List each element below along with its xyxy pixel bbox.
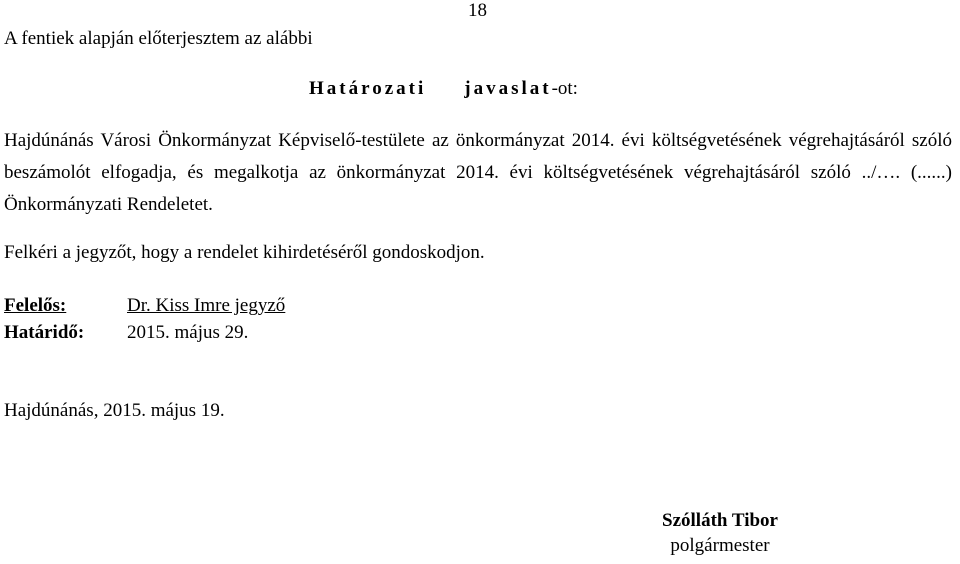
responsible-label: Felelős: xyxy=(4,295,67,316)
intro-text: A fentiek alapján előterjesztem az alábbi xyxy=(4,28,313,49)
resolution-heading xyxy=(309,78,578,100)
responsible-value: Dr. Kiss Imre jegyző xyxy=(127,295,286,316)
heading-word-2: javaslat xyxy=(464,78,552,99)
heading-word-1: Határozati xyxy=(309,78,427,99)
resolution-paragraph: Hajdúnánás Városi Önkormányzat Képviselő-testülete az önkormányzat 2014. évi költségvetésének végrehajtásáról szóló beszámolót elfogadja, és megalkotja az önkormányzat 2014. évi költségvetésének végrehajtásáról szóló ../…. (......) Önkormányzati Rendeletet. xyxy=(4,130,952,215)
heading-suffix: -ot: xyxy=(551,78,578,99)
signature-block xyxy=(640,510,800,557)
page-number: 18 xyxy=(468,0,487,21)
deadline-value: 2015. május 29. xyxy=(127,322,249,343)
place-date: Hajdúnánás, 2015. május 19. xyxy=(4,400,225,421)
instruction-paragraph: Felkéri a jegyzőt, hogy a rendelet kihirdetéséről gondoskodjon. xyxy=(4,242,485,263)
deadline-label: Határidő: xyxy=(4,322,85,343)
signatory-name: Szólláth Tibor xyxy=(662,510,778,531)
signatory-title: polgármester xyxy=(670,535,770,556)
